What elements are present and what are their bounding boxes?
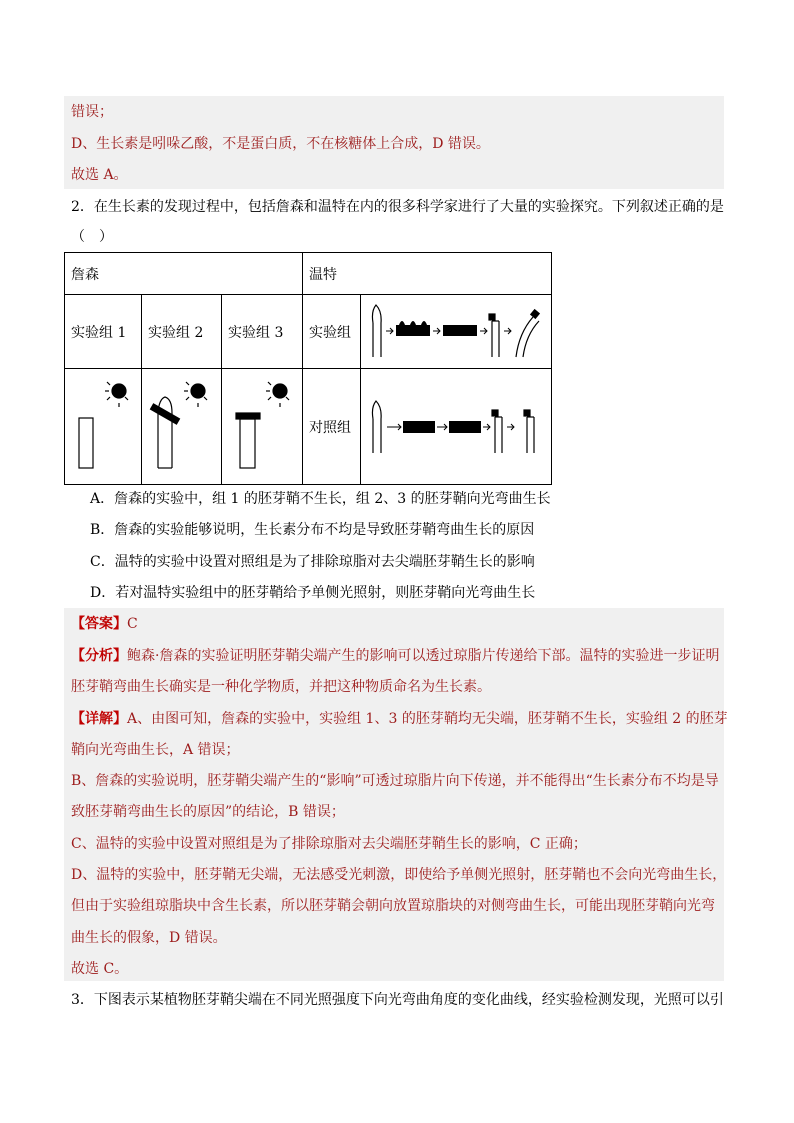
group3-diagram-cell xyxy=(222,369,303,485)
agar-block-with-tips xyxy=(396,321,430,336)
group1-label: 实验组 1 xyxy=(71,324,127,341)
detail-line-5: C、温特的实验中设置对照组是为了排除琼脂对去尖端胚芽鞘生长的影响，C 正确； xyxy=(71,836,587,852)
went-header: 温特 xyxy=(309,266,337,283)
detail-line-7: 但由于实验组琼脂块中含生长素，所以胚芽鞘会朝向放置琼脂块的对侧弯曲生长，可能出现胚芽鞘向光弯 xyxy=(71,898,715,914)
sun-icon xyxy=(184,382,207,407)
option-a: A．詹森的实验中，组 1 的胚芽鞘不生长，组 2、3 的胚芽鞘向光弯曲生长 xyxy=(90,491,551,507)
group2-diagram-cell xyxy=(142,369,222,485)
prev-answer-line-3: 故选 A。 xyxy=(71,167,128,183)
analysis-line-1 xyxy=(71,646,719,666)
group1-diagram xyxy=(65,369,141,484)
went-control-diagram xyxy=(361,369,551,484)
decapitated-coleoptile xyxy=(79,418,93,468)
option-b: B．詹森的实验能够说明，生长素分布不均是导致胚芽鞘弯曲生长的原因 xyxy=(90,522,535,538)
detail-line-3: B、詹森的实验说明，胚芽鞘尖端产生的“影响”可透过琼脂片向下传递，并不能得出“生长素分布不均是导 xyxy=(71,773,719,789)
jensen-header-cell xyxy=(65,253,303,295)
option-d: D．若对温特实验组中的胚芽鞘给予单侧光照射，则胚芽鞘向光弯曲生长 xyxy=(90,585,536,601)
arrow-icon xyxy=(483,424,490,430)
arrow-icon xyxy=(387,424,401,430)
detail-line-2: 鞘向光弯曲生长，A 错误； xyxy=(71,742,240,758)
coleoptile-with-tip xyxy=(372,305,381,357)
detail-text-1: A、由图可知，詹森的实验中，实验组 1、3 的胚芽鞘均无尖端，胚芽鞘不生长，实验组 2 的胚芽 xyxy=(127,711,728,727)
arrow-icon xyxy=(437,424,447,430)
prev-answer-line-2: D、生长素是吲哚乙酸，不是蛋白质，不在核糖体上合成，D 错误。 xyxy=(71,136,490,152)
group2-label-cell xyxy=(142,295,222,369)
group2-diagram xyxy=(142,369,221,484)
analysis-text-1: 鲍森·詹森的实验证明胚芽鞘尖端产生的影响可以透过琼脂片传递给下部。温特的实验进一步证明 xyxy=(127,648,720,664)
went-ctrl-diagram-cell xyxy=(361,369,552,485)
detail-tag: 【详解】 xyxy=(71,711,127,727)
arrow-icon xyxy=(480,328,487,334)
arrow-icon xyxy=(507,424,514,430)
straight-coleoptile xyxy=(524,410,534,453)
bent-coleoptile xyxy=(516,310,539,357)
arrow-icon xyxy=(504,328,511,334)
decapitated-coleoptile xyxy=(489,314,499,357)
group2-label: 实验组 2 xyxy=(148,324,204,341)
answer-line xyxy=(71,614,138,634)
coleoptile-with-agar-slice xyxy=(151,397,180,468)
agar-block xyxy=(443,325,477,336)
q2-stem-line-2: （ ） xyxy=(71,229,113,245)
answer-value: C xyxy=(127,616,138,632)
coleoptile-with-tip xyxy=(372,401,381,453)
detail-line-1 xyxy=(71,709,728,729)
went-exp-label-cell xyxy=(303,295,361,369)
experiment-table xyxy=(64,252,552,485)
analysis-line-2: 胚芽鞘弯曲生长确实是一种化学物质，并把这种物质命名为生长素。 xyxy=(71,679,491,695)
q2-stem-line-1: 2．在生长素的发现过程中，包括詹森和温特在内的很多科学家进行了大量的实验探究。下列叙述正确的是 xyxy=(71,199,724,215)
went-header-cell xyxy=(303,253,552,295)
agar-block xyxy=(403,421,435,433)
arrow-icon xyxy=(386,328,393,334)
conclusion-line: 故选 C。 xyxy=(71,961,129,977)
went-exp-label: 实验组 xyxy=(309,324,351,341)
prev-answer-line-1: 错误； xyxy=(71,104,113,120)
went-ctrl-label-cell xyxy=(303,369,361,485)
group3-diagram xyxy=(222,369,302,484)
detail-line-6: D、温特的实验中，胚芽鞘无尖端，无法感受光刺激，即使给予单侧光照射，胚芽鞘也不会向光弯曲生长， xyxy=(71,867,727,883)
coleoptile-with-agar-block xyxy=(236,413,260,468)
jensen-header: 詹森 xyxy=(71,266,99,283)
option-c: C．温特的实验中设置对照组是为了排除琼脂对去尖端胚芽鞘生长的影响 xyxy=(90,554,535,570)
went-exp-diagram-cell xyxy=(361,295,552,369)
analysis-tag: 【分析】 xyxy=(71,648,127,664)
sun-icon xyxy=(105,382,128,407)
sun-icon xyxy=(266,382,289,407)
went-ctrl-label: 对照组 xyxy=(309,419,351,436)
group1-diagram-cell xyxy=(65,369,142,485)
group1-label-cell xyxy=(65,295,142,369)
agar-block xyxy=(449,421,481,433)
detail-line-8: 曲生长的假象，D 错误。 xyxy=(71,930,227,946)
group3-label: 实验组 3 xyxy=(228,324,284,341)
q3-stem-line-1: 3．下图表示某植物胚芽鞘尖端在不同光照强度下向光弯曲角度的变化曲线，经实验检测发现，光照可以引 xyxy=(71,992,724,1008)
group3-label-cell xyxy=(222,295,303,369)
decapitated-coleoptile xyxy=(492,410,502,453)
answer-tag: 【答案】 xyxy=(71,616,127,632)
detail-line-4: 致胚芽鞘弯曲生长的原因”的结论，B 错误； xyxy=(71,804,345,820)
went-experiment-diagram xyxy=(361,295,551,368)
arrow-icon xyxy=(433,328,440,334)
